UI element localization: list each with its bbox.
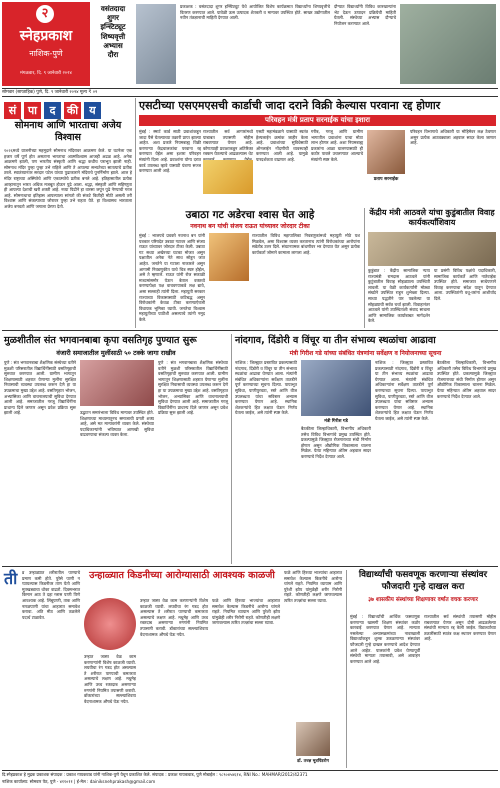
story5-photo xyxy=(301,360,371,416)
column-rule xyxy=(231,334,232,564)
newspaper-title: स्नेहप्रकाश xyxy=(19,28,73,44)
newspaper-subtitle: नाशिक-पुणे xyxy=(29,49,63,58)
story5-subhead: मंत्री गिरीश गडे यांच्या संबंधित यंत्रणांना सर्वेक्षण व नियोजनाच्या सूचना xyxy=(289,350,442,357)
story2-body: मुंबई : भाजपचे प्रवक्ते नवनाथ बन यांनी पत्रकार परिषदेत उबाठा गटावर आणि संजय राऊत यांच्यावर जोरदार टीका केली. उबाठा गट सध्या अखेरच्या घटका मोजत असून पक्षातील अनेक नेते साथ सोडून जात आहेत. जनतेने या गटाला नाकारले असून आगामी निवडणुकीत याचे चित्र स्पष्ट होईल, असे ते म्हणाले. राऊत यांनी रोज सकाळी माध्यमांसमोर येऊन बेताल वक्तव्ये करण्यापेक्षा पक्ष वाचवण्याकडे लक्ष द्यावे, असा सल्लाही त्यांनी दिला. महायुती सरकार राज्याच्या विकासासाठी कटिबद्ध असून विरोधकांनी केवळ टीका करण्याऐवजी विधायक भूमिका घ्यावी. जनतेचा विश्वास महायुतीच्या पाठीशी असल्याचे त्यांनी नमूद केले. xyxy=(139,233,205,322)
story3-body: कुडुंबात : केंद्रीय सामाजिक न्याय राज्यमंत्री रामदास आठवले यांनी कुटुंबातील विवाह सोहळ्याला उपस्थिती लावली. या वेळी कार्यकर्त्यांनी मोठ्या संख्येने उपस्थित राहून शुभेच्छा दिल्या. साध्या पद्धतीने पार पडलेल्या या सोहळ्याची सर्वत्र चर्चा झाली. विवाहानंतर आठवले यांनी उपस्थितांशी संवाद साधला आणि सामाजिक कार्याबाबत मार्गदर्शन केले. xyxy=(368,268,430,324)
story2-body-2: राज्यातील विविध महापालिका निवडणुकांमध्ये महायुती मोठे यश मिळवेल, असा विश्वास व्यक्त करतानाच त्यांनी विरोधकांच्या आरोपांना सडेतोड उत्तर दिले. संघटनात्मक बांधणीवर भर देण्यात येत असून प्रत्येक कार्यकर्ता जोमाने कामाला लागला आहे. xyxy=(252,233,360,255)
column-rule xyxy=(364,208,365,328)
story6-headline: उन्हाळ्यात किडनीच्या आरोग्यासाठी आवश्यक काळजी xyxy=(89,570,275,581)
story4-photo xyxy=(80,360,154,406)
imprint-footer xyxy=(2,770,498,787)
editorial-body: १०२६मध्ये ग्राजनीच्या महमूदाने सोमनाथ मंदिरावर आक्रमण केले. या घटनेला एक हजार वर्षे पूर्ण होत असताना भारताचा आत्मविश्वास आजही अढळ आहे. अनेक आक्रमणे झाली, पण भारतीय संस्कृती आणि श्रद्धा कधीच पराभूत झाली नाही. सोमनाथ मंदिर पुन्हा पुन्हा उभे राहिले आणि ते आपल्या सभ्यतेच्या सातत्याचे प्रतीक ठरले. स्वातंत्र्यानंतर सरदार पटेल यांच्या पुढाकाराने मंदिराचे पुनर्निर्माण झाले. आज हे मंदिर राष्ट्राच्या अस्मितेचे आणि एकात्मतेचे प्रतीक बनले आहे. इतिहासातील प्रत्येक आव्हानातून भारत अधिक मजबूत होऊन पुढे आला. श्रद्धा, संस्कृती आणि सहिष्णुता ही आपल्या देशाची खरी शक्ती आहे. नव्या पिढीने हा वारसा जपून पुढे नेण्याची गरज आहे. सोमनाथाचा इतिहास आपल्याला सांगतो की संकटे कितीही मोठी असली तरी विश्वास आणि संकल्पाच्या जोरावर पुन्हा उभे राहता येते. हा विश्वासच भारताला अजेय बनवतो आणि जगाला प्रेरणा देतो. xyxy=(4,148,132,209)
issue-badge: २ xyxy=(36,5,54,23)
imprint-line: दि.स्नेहप्रकाश हे मुद्रक प्रकाशक संपादक : प्रकाश गायकवाड यांनी नाशिक-पुणे येथून प्रकाशित केले. संपादक : प्रकाश गायकवाड, पुणे मोबाईल : ९८९०४५४६१४, RNI No.: MAHMAR/2012/42371 xyxy=(2,772,308,777)
story7-subhead: ३७ शासकीय संस्थांच्या शिक्षणावर वर्षात वचक करणार xyxy=(368,597,478,603)
story5-body: नाशिक : जिल्ह्यात प्रस्तावित प्रकल्पासाठी नांदगाव, दिंडोरी व विंचूर या तीन संभाव्य स्थळांचा आढावा घेण्यात आला. मंत्र्यांनी संबंधित अधिकाऱ्यांना सर्वेक्षण तातडीने पूर्ण करण्याच्या सूचना दिल्या. पायाभूत सुविधा, पाणीपुरवठा, रस्ते आणि वीज उपलब्धता यांचा सविस्तर अभ्यास करण्यात येणार आहे. स्थानिक शेतकऱ्यांचे हित लक्षात घेऊन निर्णय घेतला जाईल, असे त्यांनी स्पष्ट केले. xyxy=(235,360,297,416)
story7-body-2: राज्यातील सर्व संस्थांची तपासणी मोहीम राबवण्यात येणार असून दोषी आढळलेल्या संस्थांची मान्यता रद्द केली जाईल. विद्यार्थ्यांच्या तक्रारींसाठी स्वतंत्र कक्ष स्थापन करण्यात येणार आहे. xyxy=(424,614,496,642)
story5-body-3: नाशिक : जिल्ह्यात प्रस्तावित प्रकल्पासाठी नांदगाव, दिंडोरी व विंचूर या तीन संभाव्य स्थळांचा आढावा घेण्यात आला. मंत्र्यांनी संबंधित अधिकाऱ्यांना सर्वेक्षण तातडीने पूर्ण करण्याच्या सूचना दिल्या. पायाभूत सुविधा, पाणीपुरवठा, रस्ते आणि वीज उपलब्धता यांचा सविस्तर अभ्यास करण्यात येणार आहे. स्थानिक शेतकऱ्यांचे हित लक्षात घेऊन निर्णय घेतला जाईल, असे त्यांनी स्पष्ट केले. xyxy=(375,360,433,421)
top-story-headline: एसटीच्या एसएमएसची कार्डाची जादा दराने विक्री केल्यास परवाना रद्द होणार xyxy=(139,99,441,112)
label-letter: सं xyxy=(4,102,21,119)
masthead-photo xyxy=(136,4,176,84)
doctor-photo xyxy=(296,722,330,756)
story6-intro: व्र उन्हाळ्यात शरीरातील पाण्याचे प्रमाण कमी होते. पुरेसे पाणी न प्यायल्यास किडनीवर ताण येतो आणि मूतखड्याचा धोका वाढतो. दिवसभरात किमान आठ ते दहा ग्लास पाणी पिणे आवश्यक आहे. लिंबूपाणी, ताक आणि नारळपाणी यांचा आहारात समावेश करावा. अति मीठ आणि तळलेले पदार्थ टाळावेत. xyxy=(22,570,80,620)
feature-word: अभ्यास xyxy=(103,40,123,50)
feature-word: वसंतदादा xyxy=(100,4,126,13)
feature-words xyxy=(92,4,134,86)
story6-body-5: फळे आणि हिरव्या भाज्यांचा आहारात समावेश केल्यास किडनीचे आरोग्य चांगले राहते. नियमित व्यायाम आणि पुरेशी झोप यांमुळेही शरीर निरोगी राहते. कोणतीही लक्षणे जाणवल्यास त्वरित तज्ज्ञांचा सल्ला घ्यावा. xyxy=(284,570,342,603)
story3-photo xyxy=(368,232,496,266)
column-rule xyxy=(346,570,347,768)
editorial-heading: सोमनाथ आणि भारताचा अजेय विश्वास xyxy=(14,120,122,143)
story5-headline: नांदगाव, दिंडोरी व विंचूर या तीन संभाव्य स्थळांचा आढावा xyxy=(235,335,436,346)
story6-body-2: उन्हात जास्त वेळ काम करणाऱ्यांनी विशेष काळजी घ्यावी. लघवीचा रंग गडद होत असल्यास ते शरीरात पाण्याची कमतरता असल्याचे लक्षण आहे. मधुमेह आणि उच्च रक्तदाब असणाऱ्या रुग्णांनी नियमित तपासणी करावी. डॉक्टरांच्या सल्ल्याशिवाय वेदनाशामक औषधे घेऊ नयेत. xyxy=(140,598,208,637)
story4-body-2: उद्घाटन समारंभाला विविध मान्यवर उपस्थित होते. शिक्षणाच्या माध्यमातूनच समाजाची प्रगती शक्य आहे, असे मत मान्यवरांनी व्यक्त केले. संस्थेच्या पदाधिकाऱ्यांनी भविष्यात आणखी सुविधा वाढवण्याचा संकल्प व्यक्त केला. xyxy=(80,410,154,438)
label-letter: की xyxy=(64,102,81,119)
feature-word: शिष्यवृत्ती xyxy=(100,31,126,41)
story7-body: मुंबई : विद्यार्थ्यांची आर्थिक फसवणूक करणाऱ्या खासगी शिक्षण संस्थांवर कठोर कारवाई करण्यात येणार आहे. मान्यता नसलेल्या अभ्यासक्रमांच्या नावाखाली विद्यार्थ्यांकडून शुल्क उकळणाऱ्या संस्थांवर फौजदारी गुन्हे दाखल करण्याचे आदेश देण्यात आले आहेत. पालकांनी प्रवेश घेण्यापूर्वी संस्थेची मान्यता तपासावी, असे आवाहन करण्यात आले आहे. xyxy=(350,614,420,664)
doctor-caption: डॉ. तज्ज्ञ मूत्रपिंडरोग xyxy=(297,759,329,764)
story6-body-3: फळे आणि हिरव्या भाज्यांचा आहारात समावेश केल्यास किडनीचे आरोग्य चांगले राहते. नियमित व्यायाम आणि पुरेशी झोप यांमुळेही शरीर निरोगी राहते. कोणतीही लक्षणे जाणवल्यास त्वरित तज्ज्ञांचा सल्ला घ्यावा. xyxy=(212,598,280,626)
story4-headline: मुळशीतील संत भगवानबाबा कृपा वसतिगृह पुण्यात सुरू xyxy=(4,335,197,346)
story4-body-3: पुणे : संत भगवानबाबा शैक्षणिक संस्थेच्या वतीने मुळशी परिसरातील विद्यार्थिनींसाठी वसतिगृहाची सुरुवात करण्यात आली. ग्रामीण भागातून शिक्षणासाठी शहरात येणाऱ्या मुलींना सुरक्षित निवासाची व्यवस्था उपलब्ध करून देणे हा या उपक्रमाचा मुख्य उद्देश आहे. वसतिगृहात भोजन, अभ्यासिका आणि वाचनालयाची सुविधा देण्यात आली आहे. समाजातील गरजू विद्यार्थिनींना प्राधान्य दिले जाणार असून प्रवेश प्रक्रिया सुरू झाली आहे. xyxy=(158,360,228,416)
column-rule xyxy=(135,98,136,328)
story7-headline: विद्यार्थ्यांची फसवणूक करणाऱ्या संस्थांवर फौजदारी गुन्हे दाखल करा xyxy=(358,570,488,592)
story2-headline: उबाठा गट अडेरचा श्वास घेत आहे xyxy=(185,209,315,221)
story5-caption: मंत्री गिरीश गडे xyxy=(324,419,348,424)
story5-body-4: बैठकीला जिल्हाधिकारी, विभागीय अधिकारी तसेच विविध विभागांचे प्रमुख उपस्थित होते. प्रकल्पामुळे जिल्ह्यात रोजगाराच्या संधी निर्माण होणार असून औद्योगिक विकासाला चालना मिळेल. येत्या महिन्यात अंतिम अहवाल सादर करण्याचे निर्देश देण्यात आले. xyxy=(437,360,496,399)
imprint-line-2: नाशिक कार्यालय: सोमवार पेठ, पुणे - ४११०११ | ई-मेल : dainiksnehprakash@gmail.com xyxy=(2,779,156,784)
top-story-graphic xyxy=(203,160,253,194)
story5-body-2: बैठकीला जिल्हाधिकारी, विभागीय अधिकारी तसेच विविध विभागांचे प्रमुख उपस्थित होते. प्रकल्पामुळे जिल्ह्यात रोजगाराच्या संधी निर्माण होणार असून औद्योगिक विकासाला चालना मिळेल. येत्या महिन्यात अंतिम अहवाल सादर करण्याचे निर्देश देण्यात आले. xyxy=(301,426,371,459)
group-photo xyxy=(400,4,496,84)
edition-strip: सोमवार (साप्ताहिक) पुणे, दि. ९ जानेवारी २०२४ मूल्य ₹ ०२ xyxy=(2,88,498,97)
story6-body-4: उन्हात जास्त वेळ काम करणाऱ्यांनी विशेष काळजी घ्यावी. लघवीचा रंग गडद होत असल्यास ते शरीरात पाण्याची कमतरता असल्याचे लक्षण आहे. मधुमेह आणि उच्च रक्तदाब असणाऱ्या रुग्णांनी नियमित तपासणी करावी. डॉक्टरांच्या सल्ल्याशिवाय वेदनाशामक औषधे घेऊ नयेत. xyxy=(84,654,136,704)
masthead-brief: प्रकाशक : वसंतदादा शुगर इन्स्टिट्यूट येथे आयोजित विशेष कार्यक्रमात विद्यार्थ्यांना शिष्यवृत्तीचे वितरण करण्यात आले. यावेळी ऊस उत्पादक शेतकरी व मान्यवर उपस्थित होते. साखर उद्योगातील नवीन तंत्रज्ञानाची माहिती देण्यात आली. xyxy=(180,4,330,21)
feature-word: इन्स्टिट्यूट xyxy=(100,22,126,32)
label-letter: पा xyxy=(24,102,41,119)
story3-headline: केंद्रीय मंत्री आठवले यांचा कुडुंबातील विवाह कार्यकर्त्यांशिवाय xyxy=(369,208,495,227)
story6-dropcap: ती xyxy=(4,569,18,588)
label-letter: य xyxy=(84,102,101,119)
top-story-col4: गरीब, गरजू आणि ग्रामीण भागातील प्रवाशांना याचा मोठा लाभ होणार आहे. अशा नियमबाह्य प्रकारांना आळा घालण्यासाठी ही कठोर पावले उचलण्यात आल्याचे मंत्र्यांनी स्पष्ट केले. xyxy=(311,129,363,162)
story4-subhead: वंजारी समाजातील मुलींसाठी ५० टक्के जागा राखीव xyxy=(56,349,176,357)
top-story-col2: राज्यातील सर्व आगारांमध्ये याबाबत तपासणी मोहीम राबवण्यात येणार आहे. कोणत्याही प्रवाशाकडून अतिरिक्त रक्कम घेतल्याचे आढळल्यास थेट xyxy=(203,129,253,157)
minister-caption: प्रताप सरनाईक xyxy=(373,177,399,182)
sampadakiya-label xyxy=(4,99,134,117)
top-story-strap: परिवहन मंत्री प्रताप सरनाईक यांचा इशारा xyxy=(139,115,496,126)
date-line: मंगळवार, दि. ९ जानेवारी २०२४ xyxy=(20,71,72,76)
section-rule xyxy=(2,330,498,331)
feature-word: शुगर xyxy=(107,13,119,23)
story3-body-2: या प्रसंगी विविध पक्षांचे पदाधिकारी, सामाजिक कार्यकर्ते आणि नातेवाईक उपस्थित होते. समाजात साधेपणाने विवाह करण्याचा संदेश यातून देण्यात आला. उपस्थितांनी वधू-वरांना आशीर्वाद दिले. xyxy=(434,268,496,301)
feature-word: दौरा xyxy=(107,50,119,60)
label-letter: द xyxy=(44,102,61,119)
top-story-col1: मुंबई : स्मार्ट कार्ड साठी प्रवाशांकडून जादा पैसे घेतल्याच्या तक्रारी प्राप्त झाल्या आहेत. अशा प्रकारे नियमबाह्य विक्री करणाऱ्या केंद्रचालकांचा परवाना रद्द करण्यात येईल असा इशारा परिवहन मंत्र्यांनी दिला आहे. प्रवाशांना योग्य दरात कार्ड उपलब्ध व्हावे यासाठी यंत्रणा सज्ज करण्यात आली आहे. xyxy=(139,129,201,174)
story2-subhead: नवनाथ बन यांची संजय राऊत यांच्यावर जोरदार टीका xyxy=(190,223,310,230)
masthead-brief-2: दौऱ्यात विद्यार्थ्यांनी विविध कारखान्यांना भेट देऊन उत्पादन प्रक्रियेची माहिती घेतली. संस्थेच्या अभ्यास दौऱ्याचे नियोजन करण्यात आले. xyxy=(334,4,396,26)
kidney-graphic xyxy=(84,598,136,650)
top-story-col3: एसटी महामंडळाने यासाठी स्वतंत्र हेल्पलाईन क्रमांक जाहीर केला आहे. प्रवाशांच्या सुविधेसाठी ऑनलाईन नोंदणीची व्यवस्थाही करण्यात आली आहे. यामुळे पारदर्शकता वाढणार आहे. xyxy=(256,129,308,162)
story4-body: पुणे : संत भगवानबाबा शैक्षणिक संस्थेच्या वतीने मुळशी परिसरातील विद्यार्थिनींसाठी वसतिगृहाची सुरुवात करण्यात आली. ग्रामीण भागातून शिक्षणासाठी शहरात येणाऱ्या मुलींना सुरक्षित निवासाची व्यवस्था उपलब्ध करून देणे हा या उपक्रमाचा मुख्य उद्देश आहे. वसतिगृहात भोजन, अभ्यासिका आणि वाचनालयाची सुविधा देण्यात आली आहे. समाजातील गरजू विद्यार्थिनींना प्राधान्य दिले जाणार असून प्रवेश प्रक्रिया सुरू झाली आहे. xyxy=(4,360,76,416)
masthead-banner xyxy=(2,2,90,86)
story2-photo xyxy=(209,233,249,281)
top-story-col5: परिवहन विभागाचे अधिकारी या मोहिमेवर लक्ष ठेवणार असून प्रत्येक आठवड्याला अहवाल सादर केला जाणार आहे. xyxy=(410,129,496,146)
section-rule xyxy=(2,566,498,567)
minister-photo xyxy=(367,130,405,174)
